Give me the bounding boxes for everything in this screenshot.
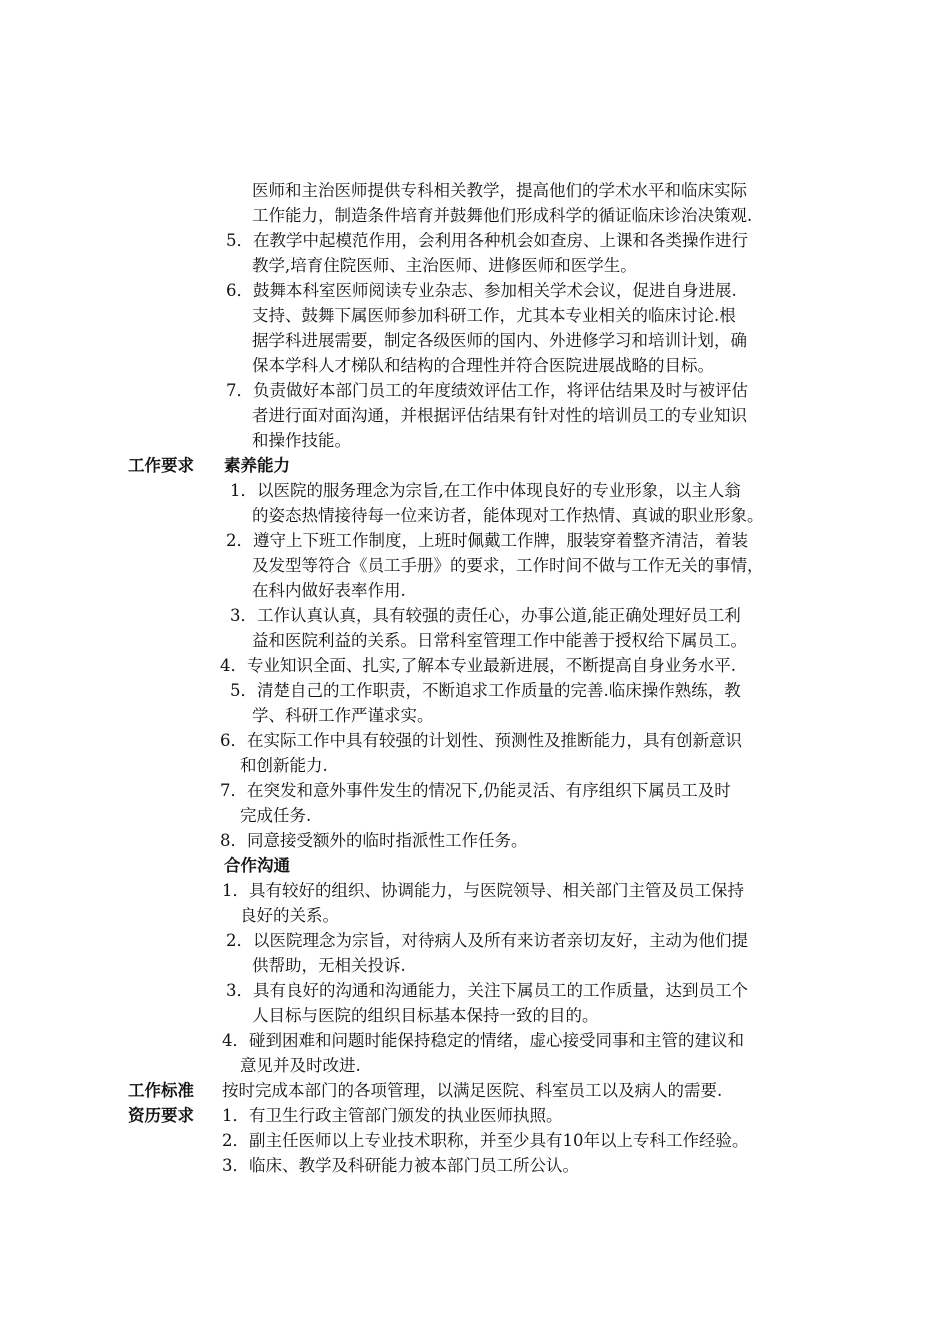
quality-line: 2．遵守上下班工作制度，上班时佩戴工作牌，服装穿着整齐清洁，着装 xyxy=(226,531,748,550)
cooperation-line: 3．具有良好的沟通和沟通能力，关注下属员工的工作质量，达到员工个 xyxy=(226,981,748,1000)
cooperation-title: 合作沟通 xyxy=(224,856,290,875)
qualification-line: 3．临床、教学及科研能力被本部门员工所公认。 xyxy=(222,1156,579,1175)
quality-line: 7．在突发和意外事件发生的情况下,仍能灵活、有序组织下属员工及时 xyxy=(220,781,731,800)
cooperation-line: 1．具有较好的组织、协调能力，与医院领导、相关部门主管及员工保持 xyxy=(222,881,744,900)
quality-line: 学、科研工作严谨求实。 xyxy=(252,706,434,725)
quality-line: 8．同意接受额外的临时指派性工作任务。 xyxy=(220,831,528,850)
quality-line: 1．以医院的服务理念为宗旨,在工作中体现良好的专业形象，以主人翁 xyxy=(230,481,741,500)
cooperation-line: 人目标与医院的组织目标基本保持一致的目的。 xyxy=(252,1006,599,1025)
duty-line: 6．鼓舞本科室医师阅读专业杂志、参加相关学术会议，促进自身进展. xyxy=(226,281,737,300)
quality-line: 3．工作认真认真，具有较强的责任心，办事公道,能正确处理好员工利 xyxy=(230,606,741,625)
qualification-line: 2．副主任医师以上专业技术职称，并至少具有10年以上专科工作经验。 xyxy=(222,1131,749,1150)
duty-line: 7．负责做好本部门员工的年度绩效评估工作，将评估结果及时与被评估 xyxy=(226,381,748,400)
quality-ability-title: 素养能力 xyxy=(224,456,290,475)
duty-line: 者进行面对面沟通，并根据评估结果有针对性的培训员工的专业知识 xyxy=(252,406,747,425)
quality-line: 和创新能力. xyxy=(240,756,328,775)
qualification-line: 1．有卫生行政主管部门颁发的执业医师执照。 xyxy=(222,1106,563,1125)
duty-line: 保本学科人才梯队和结构的合理性并符合医院进展战略的目标。 xyxy=(252,356,714,375)
quality-line: 4．专业知识全面、扎实,了解本专业最新进展，不断提高自身业务水平. xyxy=(220,656,736,675)
duty-line: 和操作技能。 xyxy=(252,431,351,450)
duty-line: 5．在教学中起模范作用，会利用各种机会如查房、上课和各类操作进行 xyxy=(226,231,748,250)
quality-line: 6．在实际工作中具有较强的计划性、预测性及推断能力，具有创新意识 xyxy=(220,731,742,750)
work-standard-text: 按时完成本部门的各项管理，以满足医院、科室员工以及病人的需要. xyxy=(222,1081,723,1100)
quality-line: 完成任务. xyxy=(240,806,312,825)
cooperation-line: 供帮助，无相关投诉. xyxy=(252,956,406,975)
work-standard-label: 工作标准 xyxy=(128,1081,194,1100)
quality-line: 5．清楚自己的工作职责，不断追求工作质量的完善.临床操作熟练，教 xyxy=(230,681,741,700)
duty-line: 教学,培育住院医师、主治医师、进修医师和医学生。 xyxy=(252,256,637,275)
cooperation-line: 2．以医院理念为宗旨，对待病人及所有来访者亲切友好，主动为他们提 xyxy=(226,931,748,950)
duty-line: 工作能力，制造条件培育并鼓舞他们形成科学的循证临床诊治决策观. xyxy=(252,206,753,225)
duty-line: 医师和主治医师提供专科相关教学，提高他们的学术水平和临床实际 xyxy=(252,181,747,200)
cooperation-line: 良好的关系。 xyxy=(240,906,339,925)
job-requirements-label: 工作要求 xyxy=(128,456,194,475)
quality-line: 的姿态热情接待每一位来访者，能体现对工作热情、真诚的职业形象。 xyxy=(252,506,764,525)
quality-line: 益和医院利益的关系。日常科室管理工作中能善于授权给下属员工。 xyxy=(252,631,747,650)
qualifications-label: 资历要求 xyxy=(128,1106,194,1125)
duty-line: 支持、鼓舞下属医师参加科研工作，尤其本专业相关的临床讨论.根 xyxy=(252,306,736,325)
quality-line: 在科内做好表率作用. xyxy=(252,581,406,600)
quality-line: 及发型等符合《员工手册》的要求，工作时间不做与工作无关的事情， xyxy=(252,556,764,575)
cooperation-line: 4．碰到困难和问题时能保持稳定的情绪，虚心接受同事和主管的建议和 xyxy=(222,1031,744,1050)
duty-line: 据学科进展需要，制定各级医师的国内、外进修学习和培训计划，确 xyxy=(252,331,747,350)
cooperation-line: 意见并及时改进. xyxy=(240,1056,361,1075)
